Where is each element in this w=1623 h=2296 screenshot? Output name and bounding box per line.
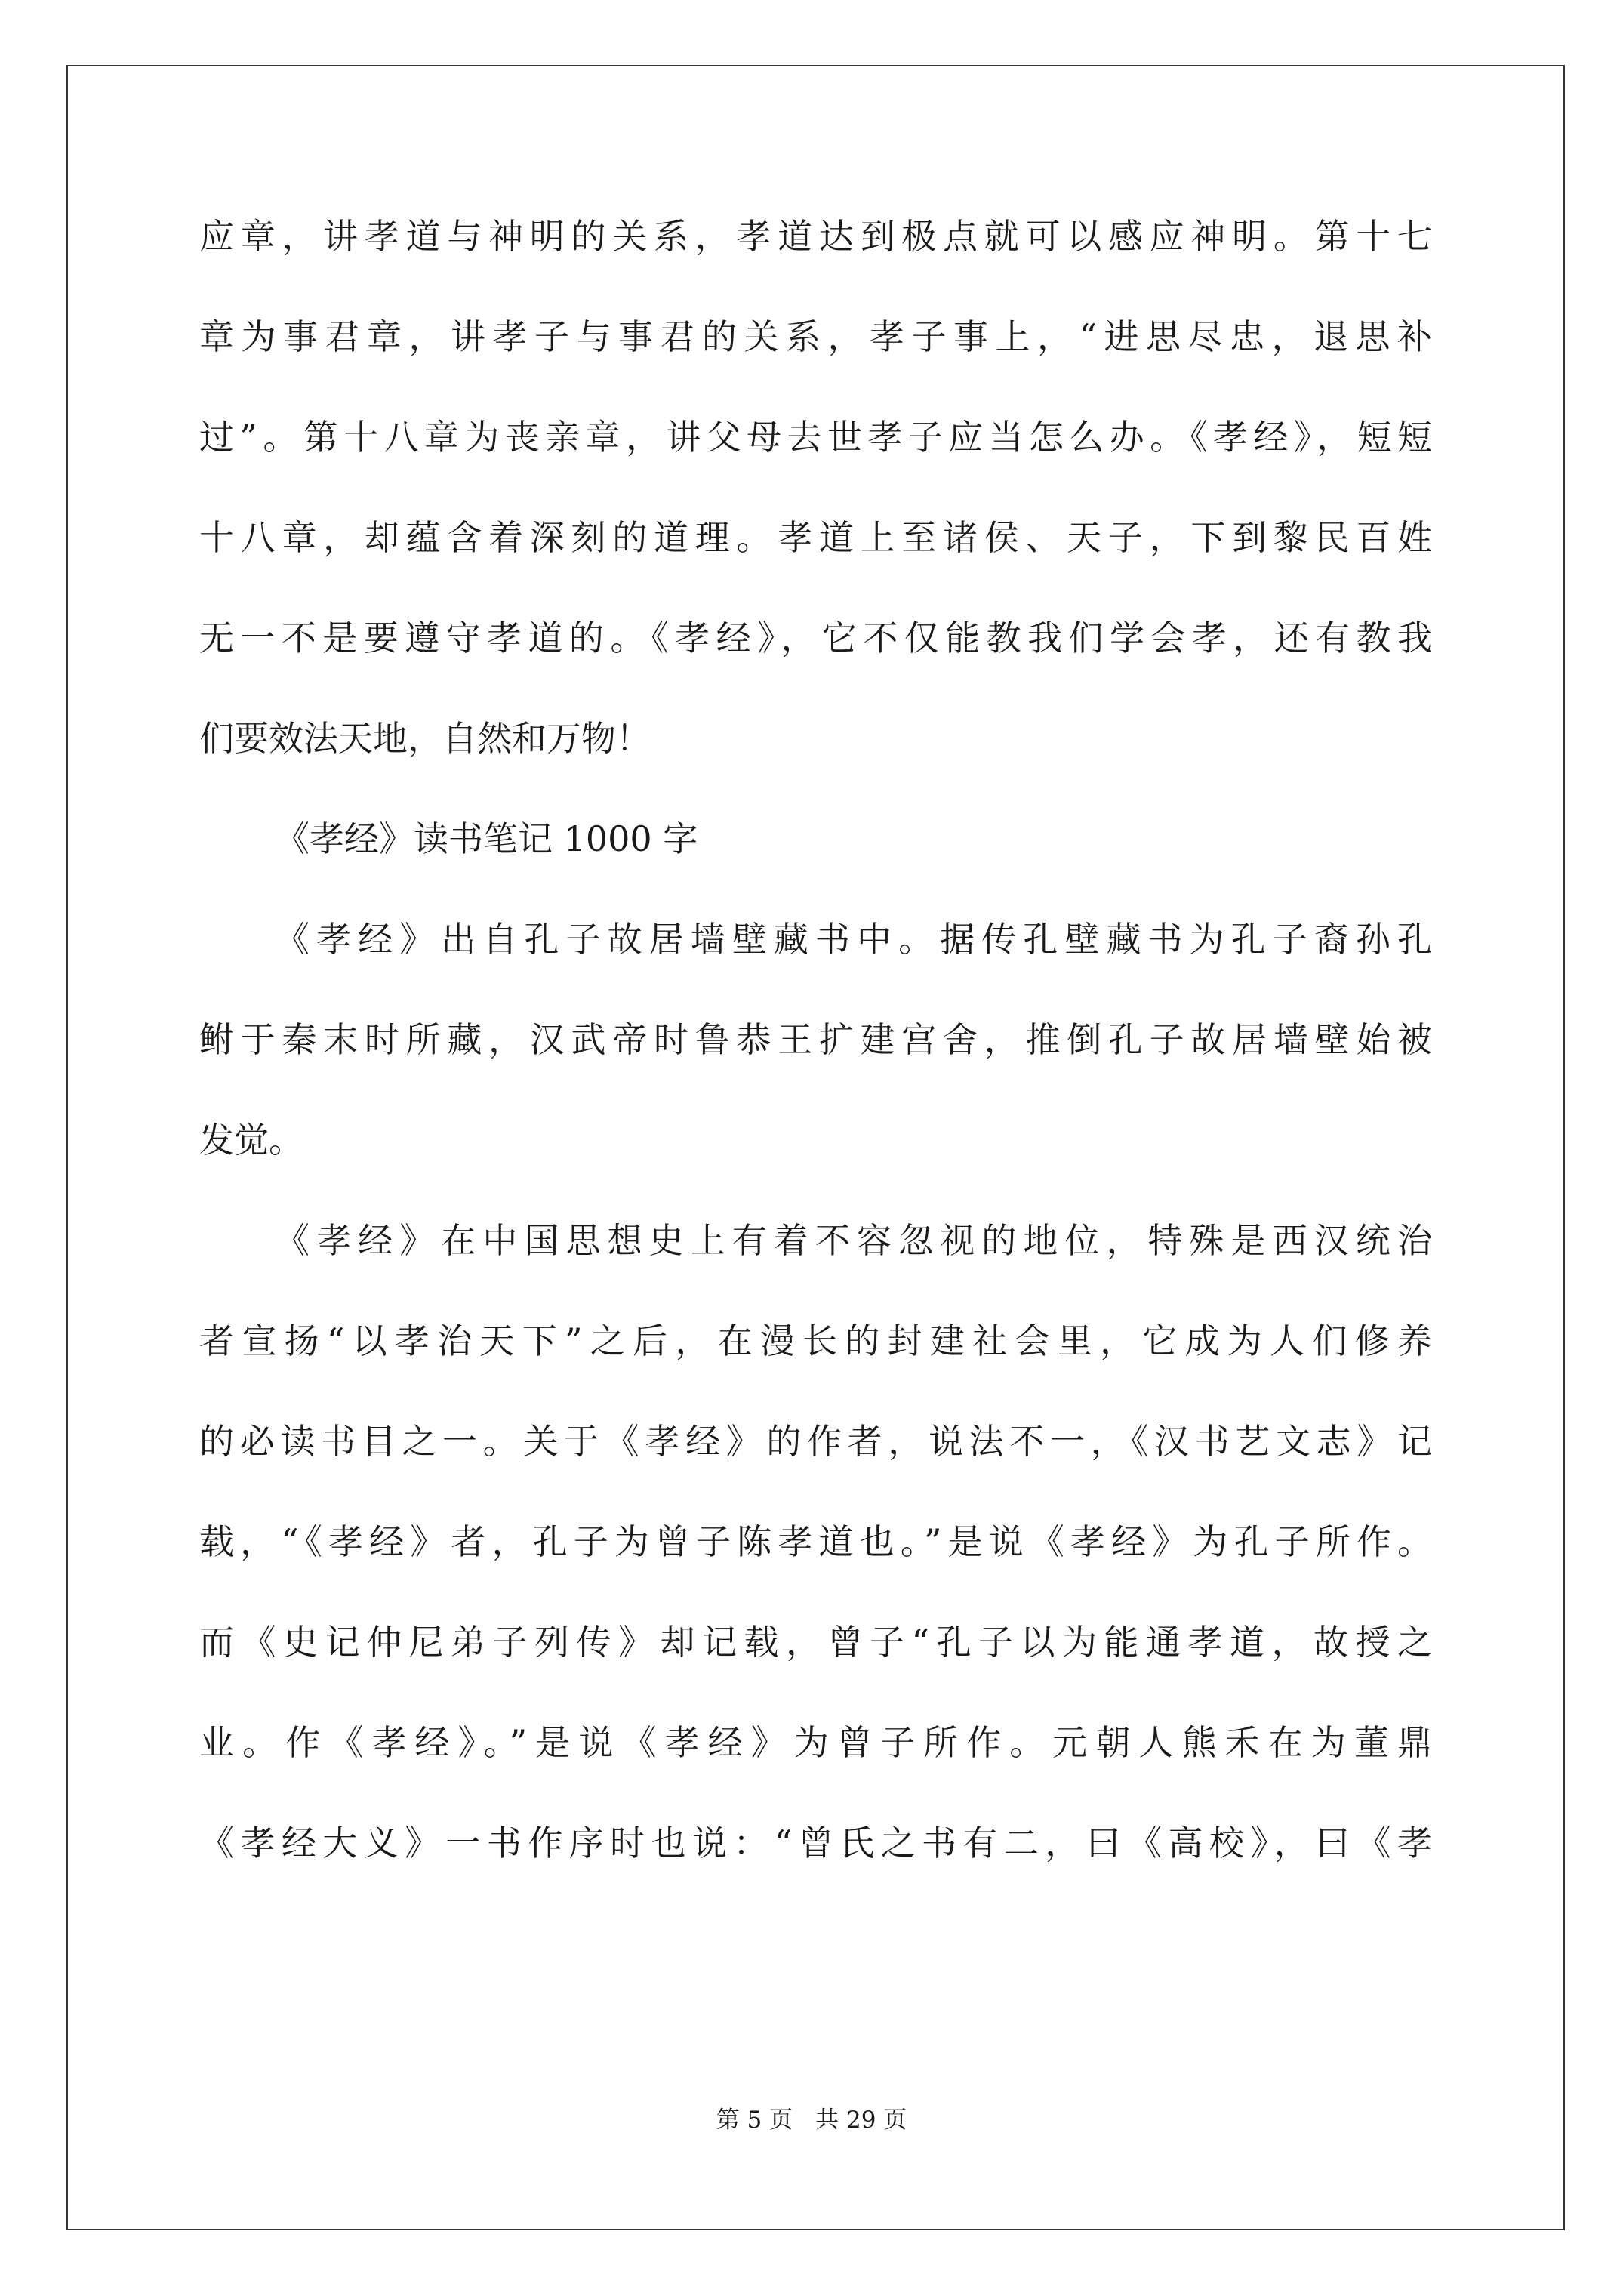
page-footer	[0, 2105, 1623, 2135]
document-body	[199, 214, 1432, 1921]
text-line: 《孝经大义》一书作序时也说：“曾氏之书有二，曰《高校》，曰《孝	[199, 1823, 1432, 1863]
page-number: 第 5 页	[716, 2106, 793, 2134]
text-line: 《孝经》出自孔子故居墙壁藏书中。据传孔壁藏书为孔子裔孙孔	[275, 919, 1432, 960]
text-line: 载，“《孝经》者，孔子为曾子陈孝道也。”是说《孝经》为孔子所作。	[199, 1521, 1432, 1562]
text-line: 无一不是要遵守孝道的。《孝经》，它不仅能教我们学会孝，还有教我	[199, 618, 1432, 658]
text-line: 们要效法天地，自然和万物！	[199, 718, 651, 759]
text-line: 十八章，却蕴含着深刻的道理。孝道上至诸侯、天子，下到黎民百姓	[199, 517, 1432, 558]
text-line: 而《史记仲尼弟子列传》却记载，曾子“孔子以为能通孝道，故授之	[199, 1622, 1432, 1663]
text-line: 章为事君章，讲孝子与事君的关系，孝子事上，“进思尽忠，退思补	[199, 316, 1432, 357]
text-line: 业。作《孝经》。”是说《孝经》为曾子所作。元朝人熊禾在为董鼎	[199, 1722, 1432, 1763]
section-heading: 《孝经》读书笔记 1000 字	[275, 818, 698, 859]
text-line: 《孝经》在中国思想史上有着不容忽视的地位，特殊是西汉统治	[275, 1220, 1432, 1261]
text-line: 的必读书目之一。关于《孝经》的作者，说法不一，《汉书艺文志》记	[199, 1421, 1432, 1462]
text-line: 鲋于秦末时所藏，汉武帝时鲁恭王扩建宫舍，推倒孔子故居墙壁始被	[199, 1019, 1432, 1060]
text-line: 发觉。	[199, 1120, 303, 1160]
page-total: 共 29 页	[815, 2106, 907, 2134]
text-line: 应章，讲孝道与神明的关系，孝道达到极点就可以感应神明。第十七	[199, 216, 1432, 257]
text-line: 者宣扬“以孝治天下”之后，在漫长的封建社会里，它成为人们修养	[199, 1321, 1432, 1361]
text-line: 过”。第十八章为丧亲章，讲父母去世孝子应当怎么办。《孝经》，短短	[199, 417, 1432, 458]
